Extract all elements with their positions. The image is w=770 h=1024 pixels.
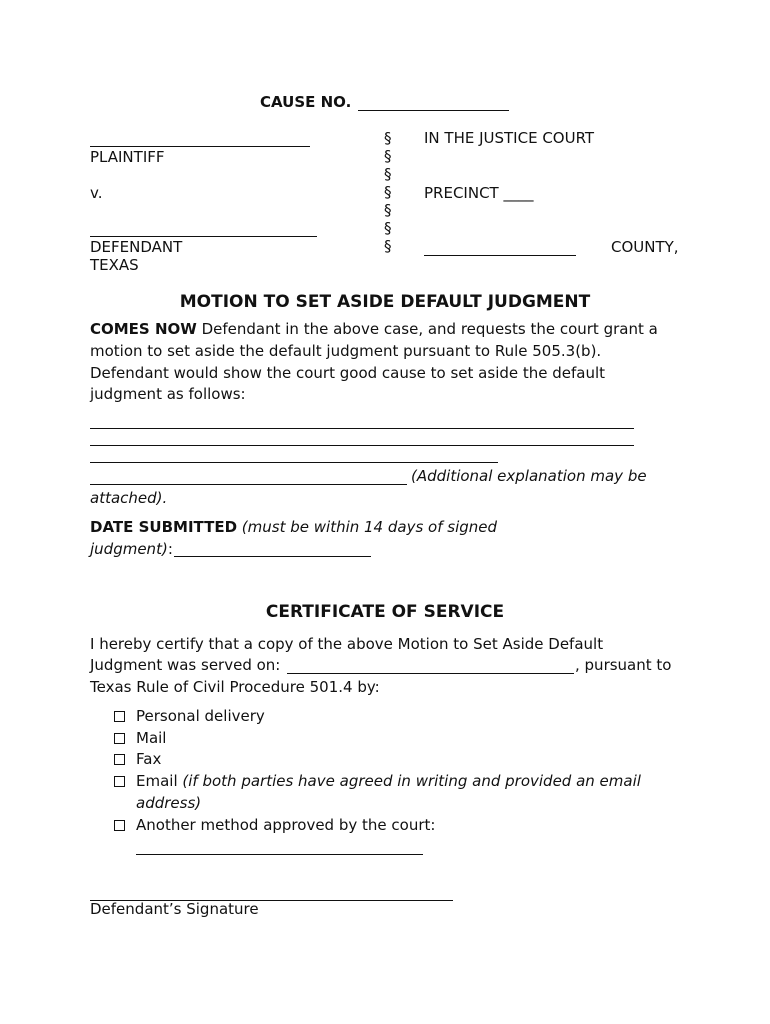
personal-delivery-checkbox[interactable] — [114, 711, 125, 722]
email-option-note: (if both parties have agreed in writing and provided an email — [182, 772, 641, 790]
date-submitted-note: judgment) — [90, 540, 168, 558]
defendant-label: DEFENDANT — [90, 238, 183, 256]
email-option-text: Email — [136, 772, 183, 790]
plaintiff-label: PLAINTIFF — [90, 148, 165, 166]
date-submitted-note: (must be within 14 days of signed — [237, 518, 498, 536]
option-label: Another method approved by the court: — [136, 816, 436, 834]
motion-title: MOTION TO SET ASIDE DEFAULT JUDGMENT — [179, 292, 591, 312]
explanation-line[interactable] — [90, 445, 634, 446]
date-submitted-line — [90, 518, 497, 536]
option-label: Personal delivery — [136, 707, 265, 725]
additional-explanation-note: (Additional explanation may be — [411, 467, 647, 485]
motion-body-line: judgment as follows: — [90, 385, 246, 403]
signature-label: Defendant’s Signature — [90, 900, 259, 918]
motion-body-line: Defendant would show the court good cause to set aside the default — [90, 364, 606, 382]
option-label — [136, 772, 641, 790]
another-method-field[interactable] — [136, 854, 423, 855]
option-label: Mail — [136, 729, 167, 747]
fax-checkbox[interactable] — [114, 754, 125, 765]
date-submitted-field[interactable] — [174, 556, 371, 557]
section-symbol: § — [384, 165, 392, 183]
date-submitted-line — [90, 540, 173, 558]
defendant-name-field[interactable] — [90, 236, 317, 237]
section-symbol: § — [384, 147, 392, 165]
section-symbol: § — [384, 183, 392, 201]
email-option-note: address) — [136, 794, 202, 812]
explanation-line[interactable] — [90, 462, 498, 463]
motion-body-line — [90, 320, 658, 338]
certificate-body-line: Texas Rule of Civil Procedure 501.4 by: — [90, 678, 380, 696]
date-submitted-label: DATE SUBMITTED — [90, 518, 238, 536]
section-symbol: § — [384, 219, 392, 237]
comes-now-label: COMES NOW — [90, 320, 197, 338]
certificate-title: CERTIFICATE OF SERVICE — [265, 602, 505, 622]
served-on-date-field[interactable] — [287, 673, 574, 674]
county-name-field[interactable] — [424, 255, 576, 256]
section-symbol: § — [384, 237, 392, 255]
certificate-body-line: I hereby certify that a copy of the above Motion to Set Aside Default — [90, 635, 604, 653]
motion-body-line: motion to set aside the default judgment pursuant to Rule 505.3(b). — [90, 342, 602, 360]
texas-label: TEXAS — [90, 256, 139, 274]
cause-number-field[interactable] — [358, 110, 509, 111]
plaintiff-name-field[interactable] — [90, 146, 310, 147]
county-label: COUNTY, — [611, 238, 679, 256]
explanation-line[interactable] — [90, 484, 407, 485]
email-checkbox[interactable] — [114, 776, 125, 787]
precinct-label: PRECINCT ____ — [424, 184, 534, 202]
certificate-body-line: Judgment was served on: — [90, 656, 281, 674]
date-submitted-colon: : — [167, 540, 173, 558]
additional-explanation-note: attached). — [90, 489, 168, 507]
motion-body-text: Defendant in the above case, and requests the court grant a — [196, 320, 658, 338]
court-label: IN THE JUSTICE COURT — [424, 129, 595, 147]
certificate-body-line: , pursuant to — [575, 656, 672, 674]
another-method-checkbox[interactable] — [114, 820, 125, 831]
mail-checkbox[interactable] — [114, 733, 125, 744]
option-label: Fax — [136, 750, 162, 768]
explanation-line[interactable] — [90, 428, 634, 429]
section-symbol: § — [384, 129, 392, 147]
versus-label: v. — [90, 184, 103, 202]
section-symbol: § — [384, 201, 392, 219]
cause-number-label: CAUSE NO. — [260, 93, 352, 111]
